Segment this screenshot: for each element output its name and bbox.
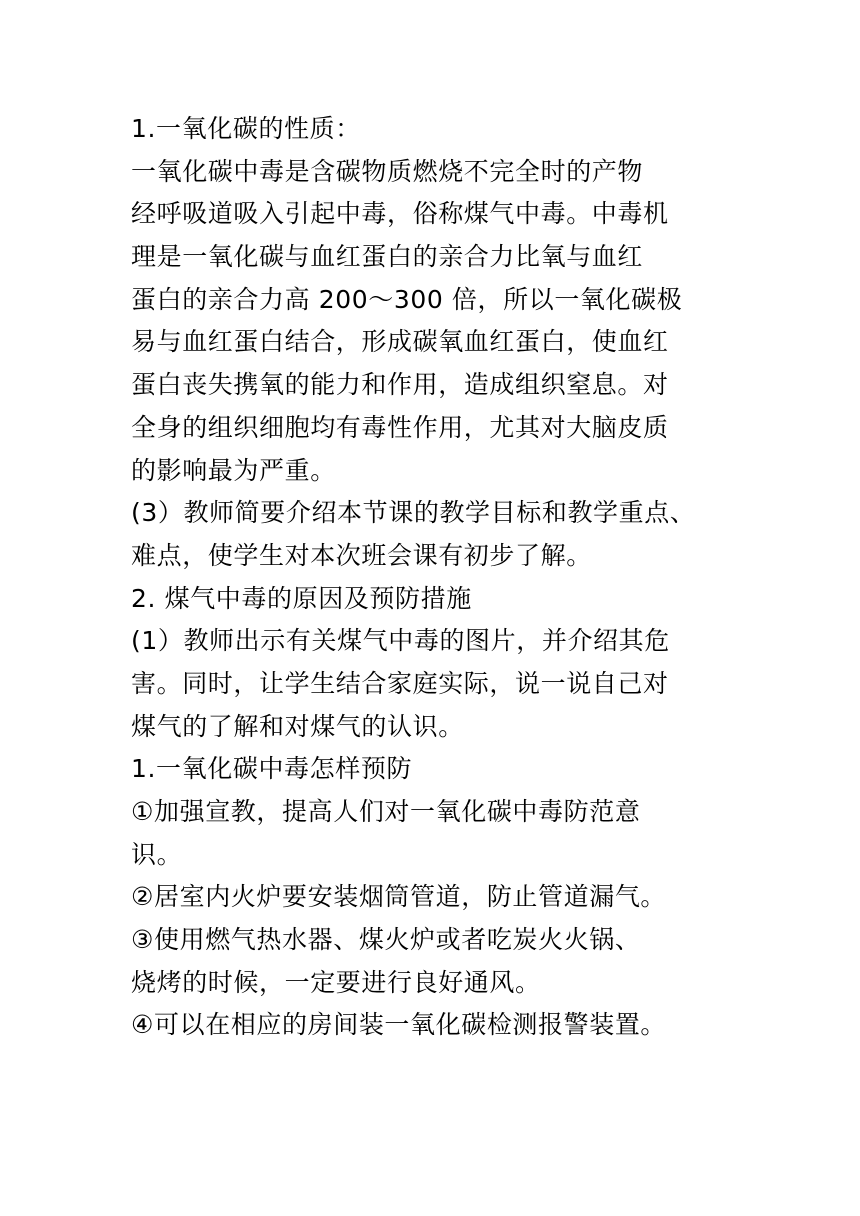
paragraph-line: 的影响最为严重。 [131, 455, 336, 485]
list-item-line: 识。 [131, 839, 183, 869]
list-item-line: ②居室内火炉要安装烟筒管道，防止管道漏气。 [131, 882, 667, 912]
paragraph-line: 理是一氧化碳与血红蛋白的亲合力比氧与血红 [131, 242, 644, 272]
paragraph-line: 煤气的了解和对煤气的认识。 [131, 711, 464, 741]
document-body [131, 108, 751, 1047]
heading-causes-prevention: 2. 煤气中毒的原因及预防措施 [131, 583, 472, 613]
paragraph-line: (1）教师出示有关煤气中毒的图片，并介绍其危 [131, 626, 670, 656]
list-item-line: 烧烤的时候，一定要进行良好通风。 [131, 967, 541, 997]
paragraph-line: 全身的组织细胞均有毒性作用，尤其对大脑皮质 [131, 412, 669, 442]
paragraph-line: (3）教师简要介绍本节课的教学目标和教学重点、 [131, 498, 696, 528]
list-item-line: ③使用燃气热水器、煤火炉或者吃炭火火锅、 [131, 925, 641, 955]
paragraph-line: 蛋白的亲合力高 200～300 倍，所以一氧化碳极 [131, 284, 683, 314]
paragraph-line: 易与血红蛋白结合，形成碳氧血红蛋白，使血红 [131, 327, 669, 357]
heading-prevention: 1.一氧化碳中毒怎样预防 [131, 754, 413, 784]
paragraph-line: 经呼吸道吸入引起中毒，俗称煤气中毒。中毒机 [131, 199, 669, 229]
list-item-line: ①加强宣教，提高人们对一氧化碳中毒防范意 [131, 797, 641, 826]
paragraph-line: 难点，使学生对本次班会课有初步了解。 [131, 540, 592, 570]
list-item-line: ④可以在相应的房间装一氧化碳检测报警装置。 [131, 1010, 667, 1040]
paragraph-line: 害。同时，让学生结合家庭实际，说一说自己对 [131, 668, 669, 698]
paragraph-line: 一氧化碳中毒是含碳物质燃烧不完全时的产物 [131, 156, 644, 186]
heading-co-properties: 1.一氧化碳的性质： [131, 114, 361, 143]
paragraph-line: 蛋白丧失携氧的能力和作用，造成组织窒息。对 [131, 370, 669, 400]
